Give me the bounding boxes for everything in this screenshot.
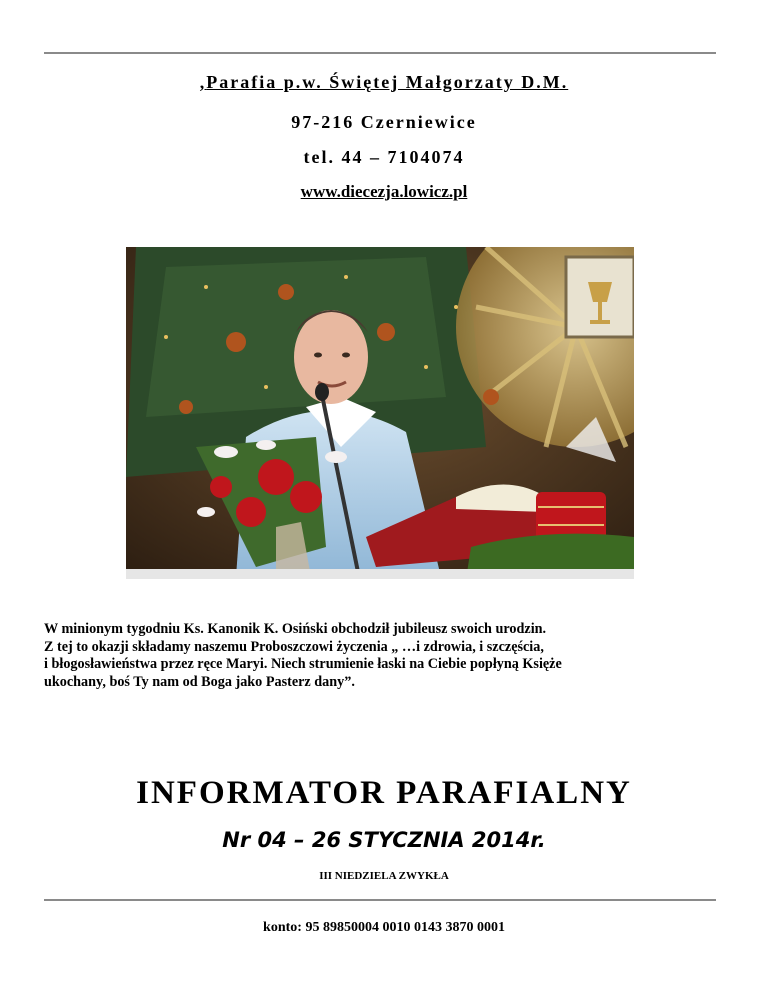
bank-account: konto: 95 89850004 0010 0143 3870 0001 [263,920,505,935]
jubilee-caption [44,621,734,691]
parish-address: 97-216 Czerniewice [291,112,477,132]
liturgical-sunday: III NIEDZIELA ZWYKŁA [319,870,449,882]
top-divider [44,52,716,54]
issue-number-date: Nr 04 – 26 STYCZNIA 2014r. [222,828,546,852]
caption-line: ukochany, boś Ty nam od Boga jako Pasterz dany”. [44,673,355,690]
photo-illustration [126,247,634,579]
priest-jubilee-photo [126,247,634,579]
bulletin-title: INFORMATOR PARAFIALNY [136,775,632,811]
caption-line: W minionym tygodniu Ks. Kanonik K. Osiński obchodził jubileusz swoich urodzin. [44,621,547,637]
caption-line: i błogosławieństwa przez ręce Maryi. Niech strumienie łaski na Ciebie popłyną Księże [44,656,562,672]
parish-phone: tel. 44 – 7104074 [303,147,465,167]
bottom-divider [44,899,716,901]
caption-line: Z tej to okazji składamy naszemu Proboszczowi życzenia „ …i zdrowia, i szczęścia, [44,638,544,655]
parish-name: ,Parafia p.w. Świętej Małgorzaty D.M. [199,72,569,92]
parish-website-link[interactable]: www.diecezja.lowicz.pl [300,182,468,201]
